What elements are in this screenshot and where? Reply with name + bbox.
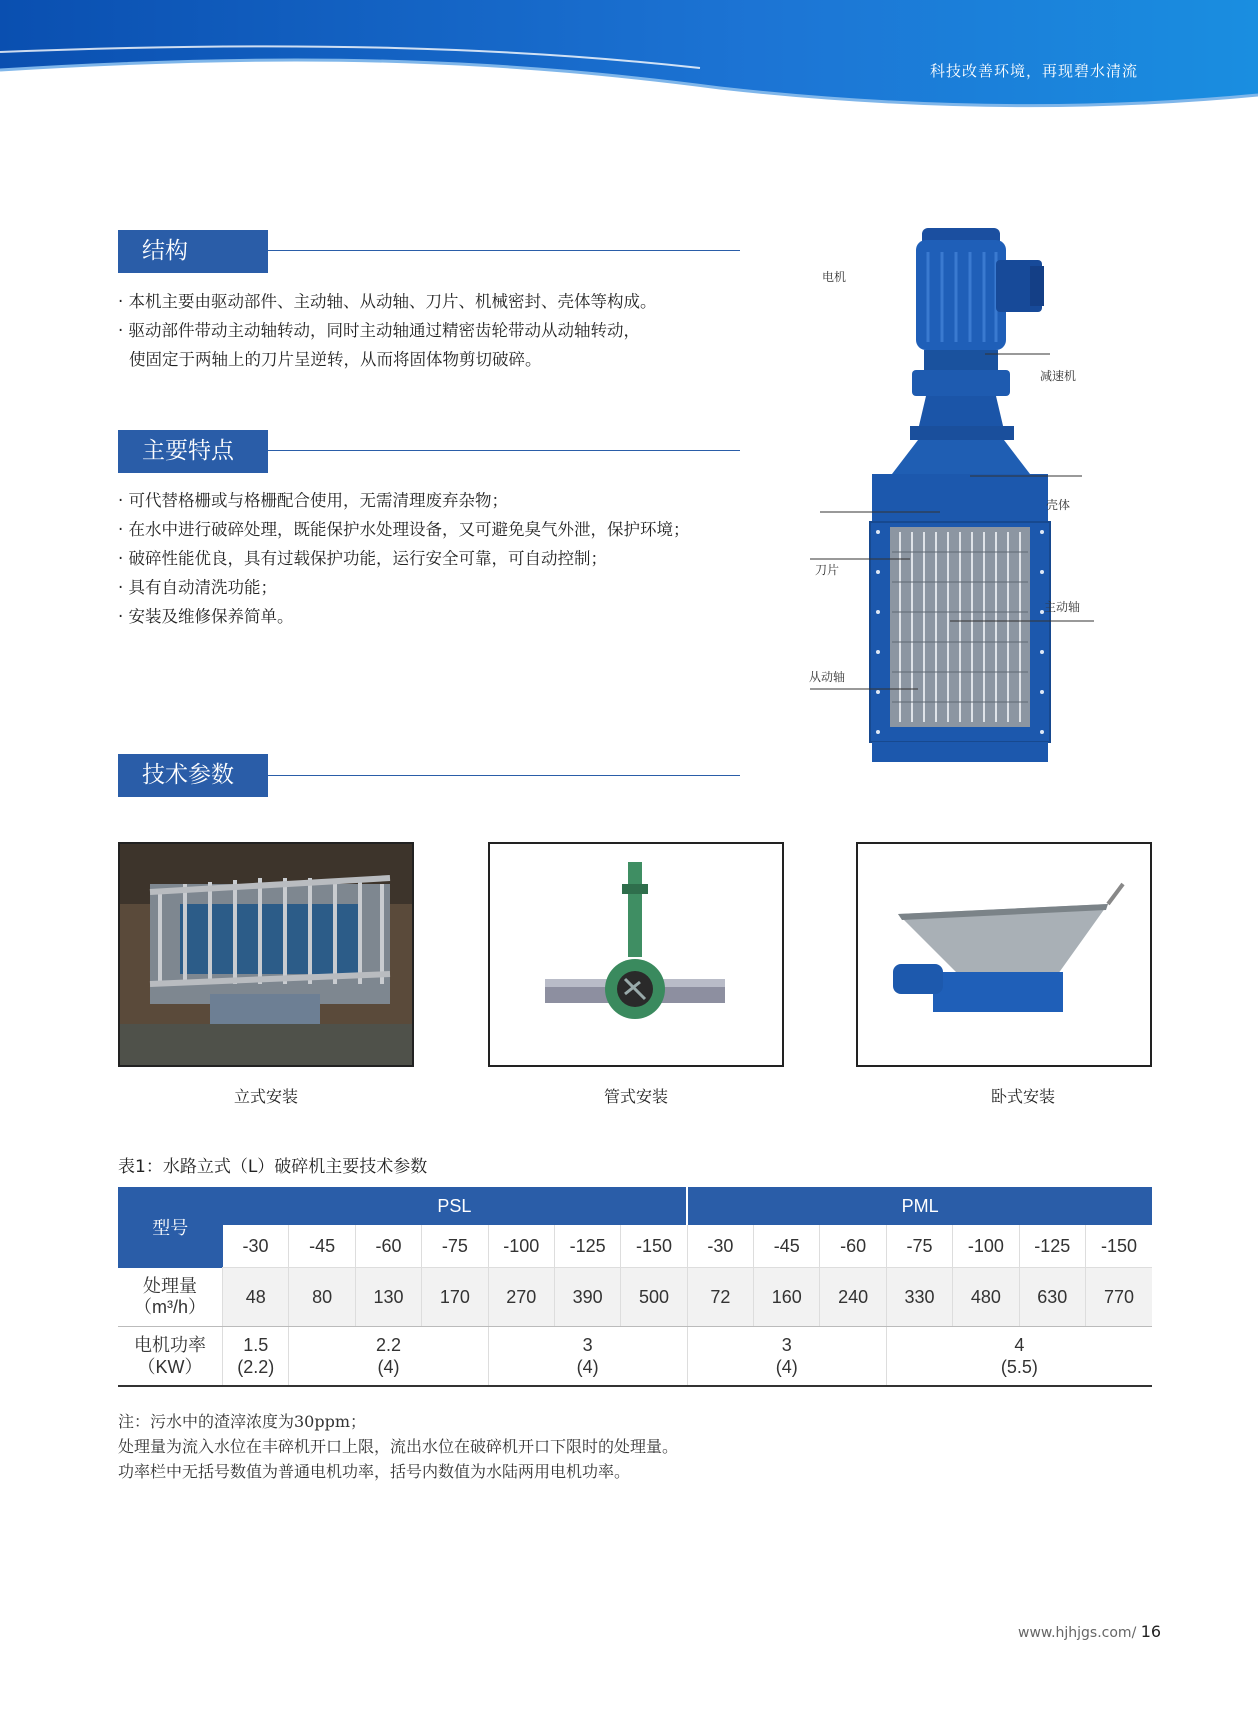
structure-text: [118, 287, 657, 374]
model-cell: -125: [554, 1225, 620, 1268]
capacity-cell: 130: [355, 1268, 421, 1327]
capacity-cell: 160: [754, 1268, 820, 1327]
power-row: [118, 1327, 1152, 1387]
power-cell: 1.5 (2.2): [223, 1327, 289, 1387]
capacity-cell: 390: [554, 1268, 620, 1327]
note-line: 注：污水中的渣滓浓度为30ppm；: [118, 1412, 367, 1431]
label-motor: 电机: [822, 270, 847, 284]
capacity-label: 处理量 （m³/h）: [118, 1268, 223, 1327]
header-psl: PSL: [223, 1187, 688, 1225]
section-structure-title: 结构: [118, 230, 268, 273]
feature-item: · 在水中进行破碎处理，既能保护水处理设备，又可避免臭气外泄，保护环境；: [118, 520, 690, 539]
section-divider: [268, 450, 740, 451]
photo-pipe-install: [488, 842, 784, 1067]
label-housing: 壳体: [1046, 498, 1071, 512]
model-cell: -150: [1085, 1225, 1152, 1268]
footer: [1018, 1622, 1161, 1641]
capacity-cell: 80: [289, 1268, 355, 1327]
feature-item: · 可代替格栅或与格栅配合使用，无需清理废弃杂物；: [118, 491, 508, 510]
features-list: [118, 486, 690, 631]
capacity-cell: 630: [1019, 1268, 1085, 1327]
model-cell: -100: [953, 1225, 1019, 1268]
power-cell: 4 (5.5): [886, 1327, 1152, 1387]
label-reducer: 减速机: [1040, 369, 1077, 383]
feature-item: · 具有自动清洗功能；: [118, 578, 277, 597]
capacity-cell: 170: [422, 1268, 488, 1327]
model-row: [118, 1225, 1152, 1268]
caption-horizontal: 卧式安装: [990, 1087, 1055, 1106]
footer-url[interactable]: www.hjhjgs.com/: [1018, 1625, 1137, 1641]
capacity-cell: 500: [621, 1268, 687, 1327]
model-cell: -30: [687, 1225, 753, 1268]
caption-pipe: 管式安装: [603, 1087, 668, 1106]
label-driven-shaft: 从动轴: [809, 670, 846, 684]
structure-line: · 本机主要由驱动部件、主动轴、从动轴、刀片、机械密封、壳体等构成。: [118, 292, 657, 311]
power-label: 电机功率 （KW）: [118, 1327, 223, 1387]
model-cell: -45: [289, 1225, 355, 1268]
note-line: 处理量为流入水位在丰碎机开口上限，流出水位在破碎机开口下限时的处理量。: [118, 1437, 679, 1456]
capacity-row: [118, 1268, 1152, 1327]
label-blade: 刀片: [815, 563, 840, 577]
model-cell: -60: [355, 1225, 421, 1268]
page-number: 16: [1140, 1622, 1162, 1641]
capacity-cell: 48: [223, 1268, 289, 1327]
capacity-cell: 72: [687, 1268, 753, 1327]
model-cell: -30: [223, 1225, 289, 1268]
section-features-title: 主要特点: [118, 430, 268, 473]
model-cell: -125: [1019, 1225, 1085, 1268]
feature-item: · 安装及维修保养简单。: [118, 607, 294, 626]
capacity-cell: 480: [953, 1268, 1019, 1327]
capacity-cell: 240: [820, 1268, 886, 1327]
structure-line: · 驱动部件带动主动轴转动，同时主动轴通过精密齿轮带动从动轴转动，: [118, 321, 640, 340]
photo-horizontal-install: [856, 842, 1152, 1067]
power-cell: 3 (4): [488, 1327, 687, 1387]
model-cell: -45: [754, 1225, 820, 1268]
model-cell: -60: [820, 1225, 886, 1268]
model-cell: -100: [488, 1225, 554, 1268]
table-notes: [118, 1409, 678, 1484]
section-params-title: 技术参数: [118, 754, 268, 797]
model-cell: -75: [422, 1225, 488, 1268]
header-model: 型号: [118, 1187, 223, 1268]
feature-item: · 破碎性能优良，具有过载保护功能，运行安全可靠，可自动控制；: [118, 549, 607, 568]
section-divider: [268, 250, 740, 251]
table-caption: 表1：水路立式（L）破碎机主要技术参数: [118, 1157, 428, 1177]
header-pml: PML: [687, 1187, 1152, 1225]
spec-table: [118, 1187, 1152, 1387]
model-cell: -75: [886, 1225, 952, 1268]
capacity-cell: 330: [886, 1268, 952, 1327]
note-line: 功率栏中无括号数值为普通电机功率，括号内数值为水陆两用电机功率。: [118, 1462, 631, 1481]
caption-vertical: 立式安装: [233, 1087, 298, 1106]
photo-vertical-install: [118, 842, 414, 1067]
capacity-cell: 770: [1085, 1268, 1152, 1327]
label-main-shaft: 主动轴: [1044, 600, 1081, 614]
header-slogan: 科技改善环境，再现碧水清流: [930, 62, 1139, 80]
capacity-cell: 270: [488, 1268, 554, 1327]
power-cell: 3 (4): [687, 1327, 886, 1387]
structure-line: 使固定于两轴上的刀片呈逆转，从而将固体物剪切破碎。: [129, 350, 542, 369]
section-divider: [268, 775, 740, 776]
model-cell: -150: [621, 1225, 687, 1268]
power-cell: 2.2 (4): [289, 1327, 488, 1387]
